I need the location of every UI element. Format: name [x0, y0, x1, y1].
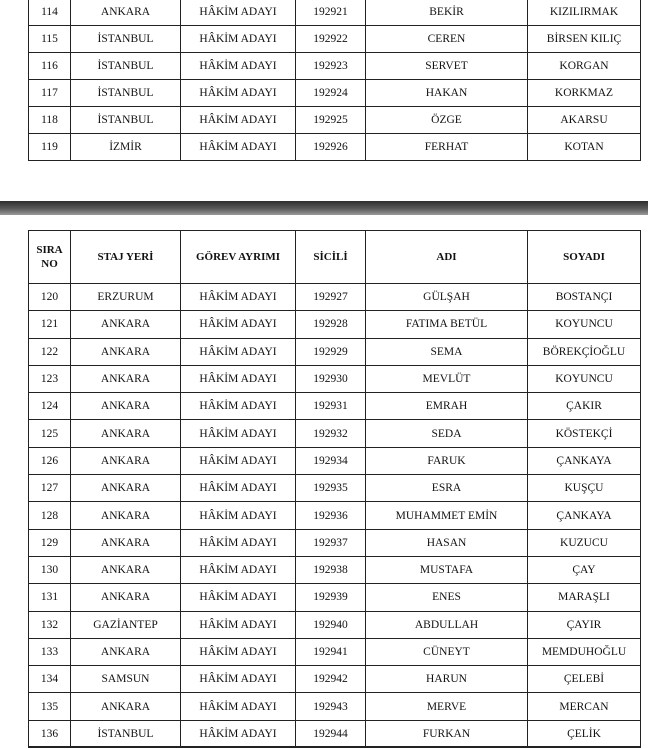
header-gorev-ayrimi: GÖREV AYRIMI — [181, 231, 296, 284]
cell-sicili: 192931 — [296, 393, 366, 420]
cell-sira-no: 123 — [29, 365, 71, 392]
cell-adi: SEMA — [366, 338, 528, 365]
cell-soyadi: BÖREKÇİOĞLU — [528, 338, 641, 365]
cell-sicili: 192937 — [296, 529, 366, 556]
cell-staj-yeri: İSTANBUL — [71, 80, 181, 107]
cell-soyadi: KOTAN — [528, 134, 641, 161]
cell-sira-no: 117 — [29, 80, 71, 107]
cell-gorev-ayrimi: HÂKİM ADAYI — [181, 638, 296, 665]
table-row — [29, 638, 641, 665]
cell-soyadi: KORKMAZ — [528, 80, 641, 107]
cell-sira-no: 114 — [29, 0, 71, 26]
cell-adi: MEVLÜT — [366, 365, 528, 392]
table-row — [29, 666, 641, 693]
cell-adi: HASAN — [366, 529, 528, 556]
cell-adi: GÜLŞAH — [366, 284, 528, 311]
table-top-body — [29, 0, 641, 161]
table-row — [29, 720, 641, 747]
cell-sicili: 192943 — [296, 693, 366, 720]
cell-sira-no: 135 — [29, 693, 71, 720]
cell-staj-yeri: İSTANBUL — [71, 26, 181, 53]
cell-gorev-ayrimi: HÂKİM ADAYI — [181, 611, 296, 638]
cell-sira-no: 115 — [29, 26, 71, 53]
cell-sira-no: 121 — [29, 311, 71, 338]
cell-soyadi: MARAŞLI — [528, 584, 641, 611]
cell-staj-yeri: ANKARA — [71, 393, 181, 420]
cell-staj-yeri: ANKARA — [71, 338, 181, 365]
cell-soyadi: ÇAKIR — [528, 393, 641, 420]
cell-gorev-ayrimi: HÂKİM ADAYI — [181, 529, 296, 556]
cell-gorev-ayrimi: HÂKİM ADAYI — [181, 475, 296, 502]
cell-adi: MUHAMMET EMİN — [366, 502, 528, 529]
cell-sira-no: 129 — [29, 529, 71, 556]
cell-adi: HARUN — [366, 666, 528, 693]
cell-gorev-ayrimi: HÂKİM ADAYI — [181, 393, 296, 420]
cell-sicili: 192925 — [296, 107, 366, 134]
cell-staj-yeri: ANKARA — [71, 584, 181, 611]
cell-adi: SERVET — [366, 53, 528, 80]
cell-sicili: 192936 — [296, 502, 366, 529]
table-header-row — [29, 231, 641, 284]
cell-soyadi: KOYUNCU — [528, 365, 641, 392]
cell-staj-yeri: ANKARA — [71, 475, 181, 502]
table-row — [29, 80, 641, 107]
cell-adi: CÜNEYT — [366, 638, 528, 665]
cell-soyadi: KORGAN — [528, 53, 641, 80]
cell-sicili: 192927 — [296, 284, 366, 311]
cell-adi: ABDULLAH — [366, 611, 528, 638]
cell-staj-yeri: ANKARA — [71, 638, 181, 665]
cell-sicili: 192929 — [296, 338, 366, 365]
header-staj-yeri: STAJ YERİ — [71, 231, 181, 284]
cell-sicili: 192921 — [296, 0, 366, 26]
header-sira-no: SIRA NO — [29, 231, 71, 284]
table-row — [29, 26, 641, 53]
cell-sira-no: 130 — [29, 556, 71, 583]
table-row — [29, 107, 641, 134]
table-row — [29, 420, 641, 447]
cell-gorev-ayrimi: HÂKİM ADAYI — [181, 556, 296, 583]
cell-soyadi: KUŞÇU — [528, 475, 641, 502]
cell-sicili: 192932 — [296, 420, 366, 447]
cell-gorev-ayrimi: HÂKİM ADAYI — [181, 720, 296, 747]
cell-soyadi: KUZUCU — [528, 529, 641, 556]
cell-adi: ESRA — [366, 475, 528, 502]
table-row — [29, 338, 641, 365]
header-sicili: SİCİLİ — [296, 231, 366, 284]
cell-gorev-ayrimi: HÂKİM ADAYI — [181, 502, 296, 529]
cell-adi: FARUK — [366, 447, 528, 474]
cell-gorev-ayrimi: HÂKİM ADAYI — [181, 284, 296, 311]
cell-sicili: 192940 — [296, 611, 366, 638]
cell-staj-yeri: ANKARA — [71, 311, 181, 338]
cell-sicili: 192930 — [296, 365, 366, 392]
cell-staj-yeri: ANKARA — [71, 502, 181, 529]
cell-soyadi: KÖSTEKÇİ — [528, 420, 641, 447]
cell-adi: MERVE — [366, 693, 528, 720]
cell-sira-no: 134 — [29, 666, 71, 693]
cell-gorev-ayrimi: HÂKİM ADAYI — [181, 447, 296, 474]
cell-gorev-ayrimi: HÂKİM ADAYI — [181, 338, 296, 365]
cell-soyadi: BİRSEN KILIÇ — [528, 26, 641, 53]
cell-gorev-ayrimi: HÂKİM ADAYI — [181, 134, 296, 161]
cell-gorev-ayrimi: HÂKİM ADAYI — [181, 0, 296, 26]
header-adi: ADI — [366, 231, 528, 284]
cell-adi: CEREN — [366, 26, 528, 53]
cell-staj-yeri: ANKARA — [71, 556, 181, 583]
candidate-table-bottom — [28, 230, 641, 748]
header-soyadi: SOYADI — [528, 231, 641, 284]
cell-sira-no: 119 — [29, 134, 71, 161]
cell-gorev-ayrimi: HÂKİM ADAYI — [181, 420, 296, 447]
cell-adi: EMRAH — [366, 393, 528, 420]
cell-adi: ÖZGE — [366, 107, 528, 134]
cell-sira-no: 125 — [29, 420, 71, 447]
cell-sira-no: 124 — [29, 393, 71, 420]
cell-gorev-ayrimi: HÂKİM ADAYI — [181, 365, 296, 392]
cell-gorev-ayrimi: HÂKİM ADAYI — [181, 80, 296, 107]
cell-sira-no: 120 — [29, 284, 71, 311]
cell-adi: FATIMA BETÜL — [366, 311, 528, 338]
cell-sira-no: 132 — [29, 611, 71, 638]
table-row — [29, 584, 641, 611]
cell-soyadi: ÇANKAYA — [528, 502, 641, 529]
table-row — [29, 693, 641, 720]
cell-sira-no: 126 — [29, 447, 71, 474]
table-row — [29, 502, 641, 529]
cell-adi: FERHAT — [366, 134, 528, 161]
cell-sicili: 192938 — [296, 556, 366, 583]
cell-soyadi: ÇELİK — [528, 720, 641, 747]
table-row — [29, 447, 641, 474]
cell-sicili: 192922 — [296, 26, 366, 53]
cell-staj-yeri: ANKARA — [71, 529, 181, 556]
cell-sicili: 192934 — [296, 447, 366, 474]
candidate-table-top — [28, 0, 641, 161]
cell-gorev-ayrimi: HÂKİM ADAYI — [181, 693, 296, 720]
cell-staj-yeri: GAZİANTEP — [71, 611, 181, 638]
cell-soyadi: AKARSU — [528, 107, 641, 134]
cell-staj-yeri: ANKARA — [71, 0, 181, 26]
cell-gorev-ayrimi: HÂKİM ADAYI — [181, 26, 296, 53]
table-row — [29, 365, 641, 392]
cell-gorev-ayrimi: HÂKİM ADAYI — [181, 53, 296, 80]
cell-sicili: 192924 — [296, 80, 366, 107]
cell-staj-yeri: ANKARA — [71, 693, 181, 720]
cell-soyadi: KOYUNCU — [528, 311, 641, 338]
page-separator — [0, 201, 648, 215]
cell-adi: ENES — [366, 584, 528, 611]
table-row — [29, 311, 641, 338]
cell-staj-yeri: İSTANBUL — [71, 720, 181, 747]
cell-sicili: 192942 — [296, 666, 366, 693]
cell-soyadi: ÇAYIR — [528, 611, 641, 638]
cell-staj-yeri: ERZURUM — [71, 284, 181, 311]
table-row — [29, 475, 641, 502]
cell-sicili: 192926 — [296, 134, 366, 161]
table-bottom-body — [29, 284, 641, 748]
table-row — [29, 53, 641, 80]
cell-sicili: 192944 — [296, 720, 366, 747]
cell-gorev-ayrimi: HÂKİM ADAYI — [181, 666, 296, 693]
table-row — [29, 134, 641, 161]
cell-staj-yeri: ANKARA — [71, 420, 181, 447]
cell-sicili: 192935 — [296, 475, 366, 502]
cell-sira-no: 133 — [29, 638, 71, 665]
cell-adi: HAKAN — [366, 80, 528, 107]
cell-sira-no: 116 — [29, 53, 71, 80]
cell-sicili: 192923 — [296, 53, 366, 80]
cell-sicili: 192939 — [296, 584, 366, 611]
cell-gorev-ayrimi: HÂKİM ADAYI — [181, 311, 296, 338]
cell-gorev-ayrimi: HÂKİM ADAYI — [181, 584, 296, 611]
cell-adi: MUSTAFA — [366, 556, 528, 583]
cell-soyadi: BOSTANÇI — [528, 284, 641, 311]
cell-gorev-ayrimi: HÂKİM ADAYI — [181, 107, 296, 134]
table-bottom-edge — [28, 746, 640, 747]
cell-adi: FURKAN — [366, 720, 528, 747]
table-row — [29, 611, 641, 638]
cell-adi: SEDA — [366, 420, 528, 447]
cell-soyadi: ÇANKAYA — [528, 447, 641, 474]
table-row — [29, 556, 641, 583]
cell-sira-no: 131 — [29, 584, 71, 611]
cell-sira-no: 122 — [29, 338, 71, 365]
cell-sicili: 192928 — [296, 311, 366, 338]
cell-soyadi: KIZILIRMAK — [528, 0, 641, 26]
cell-staj-yeri: SAMSUN — [71, 666, 181, 693]
cell-sicili: 192941 — [296, 638, 366, 665]
cell-soyadi: ÇELEBİ — [528, 666, 641, 693]
table-row — [29, 284, 641, 311]
cell-adi: BEKİR — [366, 0, 528, 26]
cell-sira-no: 127 — [29, 475, 71, 502]
cell-sira-no: 118 — [29, 107, 71, 134]
table-row — [29, 393, 641, 420]
cell-staj-yeri: İZMİR — [71, 134, 181, 161]
table-row — [29, 529, 641, 556]
cell-soyadi: MEMDUHOĞLU — [528, 638, 641, 665]
cell-soyadi: MERCAN — [528, 693, 641, 720]
cell-staj-yeri: İSTANBUL — [71, 107, 181, 134]
cell-sira-no: 128 — [29, 502, 71, 529]
cell-staj-yeri: İSTANBUL — [71, 53, 181, 80]
cell-staj-yeri: ANKARA — [71, 365, 181, 392]
table-row — [29, 0, 641, 26]
cell-staj-yeri: ANKARA — [71, 447, 181, 474]
cell-soyadi: ÇAY — [528, 556, 641, 583]
cell-sira-no: 136 — [29, 720, 71, 747]
